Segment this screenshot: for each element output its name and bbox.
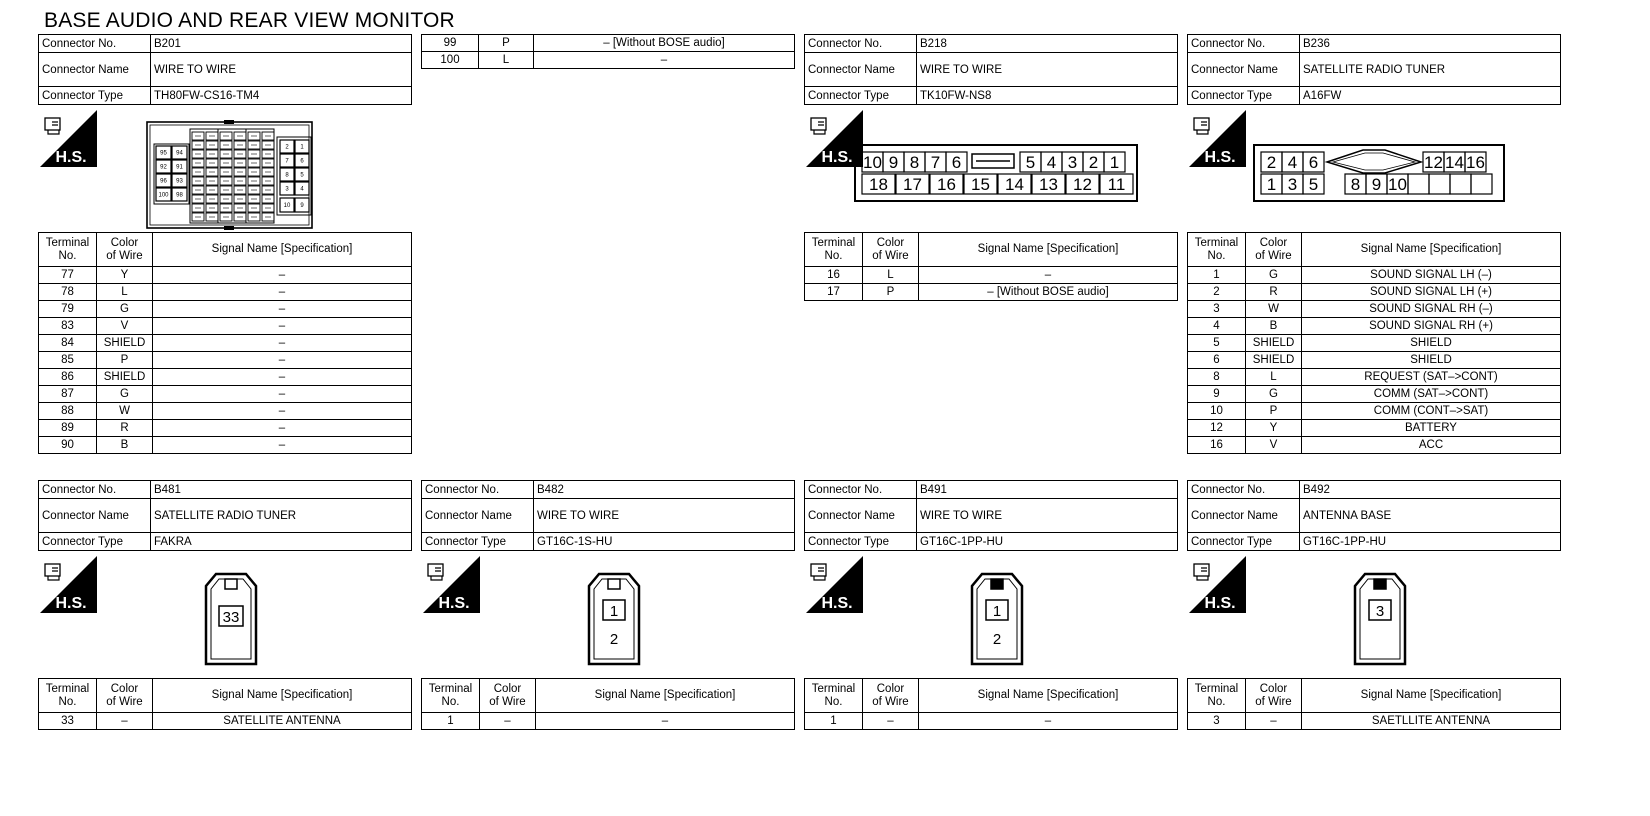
cavity-label: 5 bbox=[300, 172, 304, 179]
wire-color-cell: SHIELD bbox=[97, 335, 153, 352]
connector-no-label: Connector No. bbox=[422, 481, 534, 499]
connector-info-table bbox=[1187, 34, 1561, 105]
terminal-table bbox=[38, 678, 412, 730]
terminal-table bbox=[804, 232, 1178, 301]
connector-panel-b481 bbox=[38, 480, 412, 727]
cavity-label: 4 bbox=[1287, 153, 1298, 173]
wire-color-cell: V bbox=[97, 318, 153, 335]
harness-side-icon bbox=[40, 110, 97, 167]
signal-name-cell: – bbox=[919, 713, 1178, 730]
cavity-label: 95 bbox=[160, 150, 167, 157]
cavity-label: 5 bbox=[1308, 175, 1319, 195]
connector-type-label: Connector Type bbox=[1188, 87, 1300, 105]
cavity-label: 5 bbox=[1025, 153, 1036, 173]
signal-name-cell: – [Without BOSE audio] bbox=[919, 284, 1178, 301]
terminal-row bbox=[1188, 284, 1561, 301]
signal-name-cell: – bbox=[534, 52, 795, 69]
connector-info-table bbox=[804, 34, 1178, 105]
cavity-label: 13 bbox=[1039, 175, 1058, 195]
cavity-label: 10 bbox=[1388, 175, 1407, 195]
cavity-label: 12 bbox=[1424, 153, 1443, 173]
b201-right-cavity-group bbox=[277, 137, 311, 215]
connector-no-value: B491 bbox=[917, 481, 1178, 499]
connector-type-label: Connector Type bbox=[1188, 533, 1300, 551]
connector-type-value: TK10FW-NS8 bbox=[917, 87, 1178, 105]
signal-name-header: Signal Name [Specification] bbox=[153, 679, 412, 713]
terminal-no-cell: 10 bbox=[1188, 403, 1246, 420]
cavity-label: 2 bbox=[285, 144, 289, 151]
wire-color-header: Color of Wire bbox=[1246, 233, 1302, 267]
wire-color-header: Color of Wire bbox=[1246, 679, 1302, 713]
cavity-label: 14 bbox=[1005, 175, 1024, 195]
connector-no-label: Connector No. bbox=[805, 35, 917, 53]
terminal-no-cell: 99 bbox=[422, 35, 479, 52]
terminal-row bbox=[1188, 369, 1561, 386]
wire-color-cell: V bbox=[1246, 437, 1302, 454]
cavity bbox=[1450, 174, 1471, 194]
connector-type-label: Connector Type bbox=[422, 533, 534, 551]
wire-color-cell: W bbox=[97, 403, 153, 420]
harness-side-icon bbox=[1189, 110, 1246, 167]
terminal-table bbox=[38, 232, 412, 454]
cavity-label: 4 bbox=[1046, 153, 1057, 173]
cavity-label: 16 bbox=[1466, 153, 1485, 173]
hs-label: H.S. bbox=[821, 149, 853, 166]
terminal-no-cell: 100 bbox=[422, 52, 479, 69]
terminal-no-cell: 16 bbox=[805, 267, 863, 284]
hs-label: H.S. bbox=[1204, 595, 1236, 612]
connector-no-value: B218 bbox=[917, 35, 1178, 53]
connector-face-b491 bbox=[970, 572, 1024, 666]
hs-label: H.S. bbox=[1204, 149, 1236, 166]
signal-name-header: Signal Name [Specification] bbox=[1302, 679, 1561, 713]
signal-name-header: Signal Name [Specification] bbox=[919, 233, 1178, 267]
terminal-row bbox=[1188, 386, 1561, 403]
cavity-label: 3 bbox=[285, 186, 289, 193]
wire-color-header: Color of Wire bbox=[97, 679, 153, 713]
terminal-table-continued bbox=[421, 34, 795, 69]
terminal-row bbox=[39, 420, 412, 437]
cavity-label: 7 bbox=[285, 158, 289, 165]
terminal-no-header: Terminal No. bbox=[1188, 233, 1246, 267]
terminal-row bbox=[422, 52, 795, 69]
cavity-label: 2 bbox=[992, 631, 1002, 648]
terminal-row bbox=[1188, 318, 1561, 335]
connector-name-value: WIRE TO WIRE bbox=[534, 499, 795, 533]
terminal-table bbox=[1187, 232, 1561, 454]
connector-face-b481 bbox=[204, 572, 258, 666]
connector-type-value: GT16C-1PP-HU bbox=[1300, 533, 1561, 551]
connector-panel-b218 bbox=[804, 34, 1178, 298]
wire-color-cell: SHIELD bbox=[97, 369, 153, 386]
connector-no-label: Connector No. bbox=[39, 481, 151, 499]
terminal-no-cell: 1 bbox=[805, 713, 863, 730]
connector-face-b492 bbox=[1353, 572, 1407, 666]
terminal-row bbox=[39, 437, 412, 454]
connector-no-value: B492 bbox=[1300, 481, 1561, 499]
signal-name-cell: SATELLITE ANTENNA bbox=[153, 713, 412, 730]
b201-center-cavity-grid bbox=[190, 129, 274, 223]
terminal-no-header: Terminal No. bbox=[422, 679, 480, 713]
connector-no-value: B482 bbox=[534, 481, 795, 499]
wire-color-cell: L bbox=[863, 267, 919, 284]
terminal-no-header: Terminal No. bbox=[805, 233, 863, 267]
connector-no-value: B236 bbox=[1300, 35, 1561, 53]
signal-name-cell: SOUND SIGNAL LH (+) bbox=[1302, 284, 1561, 301]
connector-info-table bbox=[804, 480, 1178, 551]
connector-name-label: Connector Name bbox=[1188, 499, 1300, 533]
terminal-row bbox=[1188, 352, 1561, 369]
wire-color-cell: – bbox=[97, 713, 153, 730]
terminal-no-cell: 3 bbox=[1188, 713, 1246, 730]
signal-name-cell: – bbox=[153, 318, 412, 335]
page-title: BASE AUDIO AND REAR VIEW MONITOR bbox=[44, 9, 455, 32]
terminal-row bbox=[805, 267, 1178, 284]
terminal-row bbox=[39, 335, 412, 352]
terminal-no-cell: 79 bbox=[39, 301, 97, 318]
cavity-label: 10 bbox=[863, 153, 882, 173]
terminal-row bbox=[39, 713, 412, 730]
terminal-no-header: Terminal No. bbox=[39, 679, 97, 713]
signal-name-cell: SHIELD bbox=[1302, 335, 1561, 352]
wire-color-cell: P bbox=[97, 352, 153, 369]
signal-name-cell: – bbox=[153, 352, 412, 369]
signal-name-cell: – bbox=[153, 420, 412, 437]
signal-name-header: Signal Name [Specification] bbox=[919, 679, 1178, 713]
cavity-label: 1 bbox=[609, 603, 619, 620]
signal-name-cell: ACC bbox=[1302, 437, 1561, 454]
terminal-no-header: Terminal No. bbox=[39, 233, 97, 267]
harness-side-icon bbox=[806, 556, 863, 613]
terminal-row bbox=[1188, 301, 1561, 318]
b201-left-cavity-group bbox=[154, 144, 189, 204]
hs-label: H.S. bbox=[438, 595, 470, 612]
terminal-row bbox=[39, 386, 412, 403]
terminal-no-cell: 83 bbox=[39, 318, 97, 335]
wire-color-cell: P bbox=[863, 284, 919, 301]
connector-type-value: TH80FW-CS16-TM4 bbox=[151, 87, 412, 105]
hs-label: H.S. bbox=[821, 595, 853, 612]
cavity-label: 2 bbox=[1266, 153, 1277, 173]
harness-side-icon bbox=[40, 556, 97, 613]
terminal-table bbox=[1187, 678, 1561, 730]
cavity-label: 18 bbox=[869, 175, 888, 195]
connector-name-value: WIRE TO WIRE bbox=[151, 53, 412, 87]
connector-type-label: Connector Type bbox=[39, 87, 151, 105]
signal-name-cell: – bbox=[536, 713, 795, 730]
terminal-row bbox=[1188, 420, 1561, 437]
connector-info-table bbox=[421, 480, 795, 551]
connector-face-b218 bbox=[854, 142, 1140, 204]
wire-color-cell: – bbox=[863, 713, 919, 730]
signal-name-header: Signal Name [Specification] bbox=[1302, 233, 1561, 267]
connector-no-label: Connector No. bbox=[39, 35, 151, 53]
connector-name-value: ANTENNA BASE bbox=[1300, 499, 1561, 533]
wire-color-cell: G bbox=[1246, 386, 1302, 403]
wire-color-cell: – bbox=[1246, 713, 1302, 730]
wire-color-cell: L bbox=[1246, 369, 1302, 386]
cavity-label: 96 bbox=[160, 178, 167, 185]
signal-name-cell: SAETLLITE ANTENNA bbox=[1302, 713, 1561, 730]
terminal-no-cell: 1 bbox=[1188, 267, 1246, 284]
terminal-no-cell: 5 bbox=[1188, 335, 1246, 352]
cavity-label: 1 bbox=[992, 603, 1002, 620]
signal-name-cell: REQUEST (SAT–>CONT) bbox=[1302, 369, 1561, 386]
terminal-no-cell: 77 bbox=[39, 267, 97, 284]
connector-type-label: Connector Type bbox=[39, 533, 151, 551]
wire-color-cell: P bbox=[479, 35, 534, 52]
cavity-label: 92 bbox=[160, 164, 167, 171]
signal-name-cell: – bbox=[153, 335, 412, 352]
cavity bbox=[1471, 174, 1492, 194]
cavity-label: 6 bbox=[951, 153, 962, 173]
connector-panel-b491 bbox=[804, 480, 1178, 727]
cavity-label: 2 bbox=[609, 631, 619, 648]
terminal-row bbox=[1188, 335, 1561, 352]
hs-label: H.S. bbox=[55, 149, 87, 166]
signal-name-cell: – bbox=[153, 386, 412, 403]
cavity-label: 12 bbox=[1073, 175, 1092, 195]
terminal-no-cell: 4 bbox=[1188, 318, 1246, 335]
connector-name-label: Connector Name bbox=[1188, 53, 1300, 87]
cavity-label: 6 bbox=[300, 158, 304, 165]
cavity-label: 4 bbox=[300, 186, 304, 193]
connector-face-b236 bbox=[1253, 142, 1507, 204]
signal-name-header: Signal Name [Specification] bbox=[536, 679, 795, 713]
cavity-label: 33 bbox=[222, 609, 240, 626]
connector-info-table bbox=[38, 480, 412, 551]
wire-color-cell: L bbox=[97, 284, 153, 301]
cavity bbox=[1429, 174, 1450, 194]
harness-side-icon bbox=[423, 556, 480, 613]
signal-name-cell: – bbox=[153, 284, 412, 301]
wire-color-cell: Y bbox=[97, 267, 153, 284]
connector-face-b201 bbox=[146, 120, 314, 232]
connector-type-label: Connector Type bbox=[805, 87, 917, 105]
terminal-row bbox=[39, 369, 412, 386]
cavity-label: 3 bbox=[1375, 603, 1385, 620]
cavity-label: 2 bbox=[1088, 153, 1099, 173]
wire-color-cell: W bbox=[1246, 301, 1302, 318]
connector-name-value: WIRE TO WIRE bbox=[917, 53, 1178, 87]
connector-type-value: FAKRA bbox=[151, 533, 412, 551]
terminal-row bbox=[1188, 713, 1561, 730]
cavity-label: 16 bbox=[937, 175, 956, 195]
cavity-label: 9 bbox=[1371, 175, 1382, 195]
signal-name-cell: – bbox=[153, 437, 412, 454]
wire-color-cell: R bbox=[1246, 284, 1302, 301]
terminal-row bbox=[805, 713, 1178, 730]
wire-color-cell: B bbox=[1246, 318, 1302, 335]
connector-no-label: Connector No. bbox=[1188, 35, 1300, 53]
connector-name-label: Connector Name bbox=[422, 499, 534, 533]
terminal-row bbox=[39, 352, 412, 369]
connector-no-label: Connector No. bbox=[1188, 481, 1300, 499]
connector-info-table bbox=[1187, 480, 1561, 551]
signal-name-cell: SOUND SIGNAL RH (–) bbox=[1302, 301, 1561, 318]
harness-side-icon bbox=[1189, 556, 1246, 613]
cavity-label: 1 bbox=[1266, 175, 1277, 195]
terminal-row bbox=[39, 267, 412, 284]
wire-color-header: Color of Wire bbox=[863, 233, 919, 267]
terminal-row bbox=[39, 301, 412, 318]
signal-name-cell: COMM (SAT–>CONT) bbox=[1302, 386, 1561, 403]
signal-name-header: Signal Name [Specification] bbox=[153, 233, 412, 267]
cavity-label: 100 bbox=[158, 192, 169, 199]
wire-color-cell: R bbox=[97, 420, 153, 437]
cavity-label: 14 bbox=[1445, 153, 1464, 173]
signal-name-cell: COMM (CONT–>SAT) bbox=[1302, 403, 1561, 420]
terminal-row bbox=[39, 318, 412, 335]
terminal-no-cell: 9 bbox=[1188, 386, 1246, 403]
cavity-label: 9 bbox=[300, 203, 304, 210]
terminal-row bbox=[1188, 437, 1561, 454]
signal-name-cell: BATTERY bbox=[1302, 420, 1561, 437]
terminal-no-cell: 17 bbox=[805, 284, 863, 301]
signal-name-cell: SOUND SIGNAL RH (+) bbox=[1302, 318, 1561, 335]
terminal-no-cell: 6 bbox=[1188, 352, 1246, 369]
signal-name-cell: SOUND SIGNAL LH (–) bbox=[1302, 267, 1561, 284]
signal-name-cell: – bbox=[153, 267, 412, 284]
connector-panel-b236 bbox=[1187, 34, 1561, 451]
wire-color-cell: G bbox=[1246, 267, 1302, 284]
signal-name-cell: – [Without BOSE audio] bbox=[534, 35, 795, 52]
terminal-row bbox=[1188, 267, 1561, 284]
cavity-label: 8 bbox=[1350, 175, 1361, 195]
connector-panel-b482 bbox=[421, 480, 795, 727]
cavity-label: 91 bbox=[176, 164, 183, 171]
wire-color-cell: L bbox=[479, 52, 534, 69]
connector-name-label: Connector Name bbox=[39, 499, 151, 533]
signal-name-cell: SHIELD bbox=[1302, 352, 1561, 369]
connector-type-label: Connector Type bbox=[805, 533, 917, 551]
terminal-no-header: Terminal No. bbox=[1188, 679, 1246, 713]
cavity-label: 6 bbox=[1308, 153, 1319, 173]
cavity-label: 8 bbox=[285, 172, 289, 179]
cavity-label: 93 bbox=[176, 178, 183, 185]
terminal-no-cell: 33 bbox=[39, 713, 97, 730]
connector-name-value: SATELLITE RADIO TUNER bbox=[1300, 53, 1561, 87]
terminal-no-cell: 89 bbox=[39, 420, 97, 437]
cavity-label: 17 bbox=[903, 175, 922, 195]
wire-color-header: Color of Wire bbox=[97, 233, 153, 267]
wire-color-cell: – bbox=[480, 713, 536, 730]
connector-name-value: WIRE TO WIRE bbox=[917, 499, 1178, 533]
connector-type-value: A16FW bbox=[1300, 87, 1561, 105]
terminal-row bbox=[39, 284, 412, 301]
wire-color-cell: SHIELD bbox=[1246, 352, 1302, 369]
cavity-label: 7 bbox=[930, 153, 941, 173]
wire-color-cell: Y bbox=[1246, 420, 1302, 437]
cavity-label: 98 bbox=[176, 192, 183, 199]
wire-color-cell: G bbox=[97, 386, 153, 403]
terminal-table bbox=[421, 678, 795, 730]
connector-type-value: GT16C-1S-HU bbox=[534, 533, 795, 551]
cavity-label: 10 bbox=[283, 203, 291, 210]
terminal-row bbox=[805, 284, 1178, 301]
connector-face-b482 bbox=[587, 572, 641, 666]
wire-color-cell: P bbox=[1246, 403, 1302, 420]
connector-name-label: Connector Name bbox=[39, 53, 151, 87]
terminal-no-cell: 3 bbox=[1188, 301, 1246, 318]
terminal-no-cell: 84 bbox=[39, 335, 97, 352]
wire-color-header: Color of Wire bbox=[863, 679, 919, 713]
signal-name-cell: – bbox=[153, 403, 412, 420]
cavity-label: 8 bbox=[909, 153, 920, 173]
terminal-no-cell: 1 bbox=[422, 713, 480, 730]
cavity-label: 1 bbox=[300, 144, 304, 151]
signal-name-cell: – bbox=[153, 301, 412, 318]
connector-info-table bbox=[38, 34, 412, 105]
cavity-label: 3 bbox=[1287, 175, 1298, 195]
terminal-no-cell: 85 bbox=[39, 352, 97, 369]
terminal-no-cell: 8 bbox=[1188, 369, 1246, 386]
b236-cavity-group bbox=[1261, 150, 1492, 194]
connector-no-label: Connector No. bbox=[805, 481, 917, 499]
terminal-no-cell: 2 bbox=[1188, 284, 1246, 301]
terminal-no-cell: 87 bbox=[39, 386, 97, 403]
wire-color-cell: G bbox=[97, 301, 153, 318]
connector-name-label: Connector Name bbox=[805, 53, 917, 87]
terminal-row bbox=[39, 403, 412, 420]
cavity-label: 1 bbox=[1109, 153, 1120, 173]
wire-color-header: Color of Wire bbox=[480, 679, 536, 713]
signal-name-cell: – bbox=[153, 369, 412, 386]
terminal-row bbox=[1188, 403, 1561, 420]
wire-color-cell: SHIELD bbox=[1246, 335, 1302, 352]
terminal-no-cell: 90 bbox=[39, 437, 97, 454]
b218-cavity-group bbox=[862, 152, 1133, 194]
connector-name-value: SATELLITE RADIO TUNER bbox=[151, 499, 412, 533]
connector-no-value: B201 bbox=[151, 35, 412, 53]
connector-panel-b201 bbox=[38, 34, 412, 451]
connector-type-value: GT16C-1PP-HU bbox=[917, 533, 1178, 551]
wire-color-cell: B bbox=[97, 437, 153, 454]
cavity bbox=[1408, 174, 1429, 194]
terminal-no-header: Terminal No. bbox=[805, 679, 863, 713]
connector-name-label: Connector Name bbox=[805, 499, 917, 533]
connector-no-value: B481 bbox=[151, 481, 412, 499]
cavity-label: 3 bbox=[1067, 153, 1078, 173]
cavity-label: 11 bbox=[1107, 175, 1126, 195]
terminal-no-cell: 86 bbox=[39, 369, 97, 386]
terminal-no-cell: 12 bbox=[1188, 420, 1246, 437]
hs-label: H.S. bbox=[55, 595, 87, 612]
key-diamond bbox=[1327, 150, 1421, 173]
terminal-row bbox=[422, 35, 795, 52]
cavity-label: 9 bbox=[888, 153, 899, 173]
terminal-no-cell: 78 bbox=[39, 284, 97, 301]
terminal-row bbox=[422, 713, 795, 730]
terminal-no-cell: 88 bbox=[39, 403, 97, 420]
signal-name-cell: – bbox=[919, 267, 1178, 284]
cavity-label: 94 bbox=[176, 150, 183, 157]
cavity-label: 15 bbox=[971, 175, 990, 195]
connector-panel-b492 bbox=[1187, 480, 1561, 727]
terminal-no-cell: 16 bbox=[1188, 437, 1246, 454]
terminal-table bbox=[804, 678, 1178, 730]
